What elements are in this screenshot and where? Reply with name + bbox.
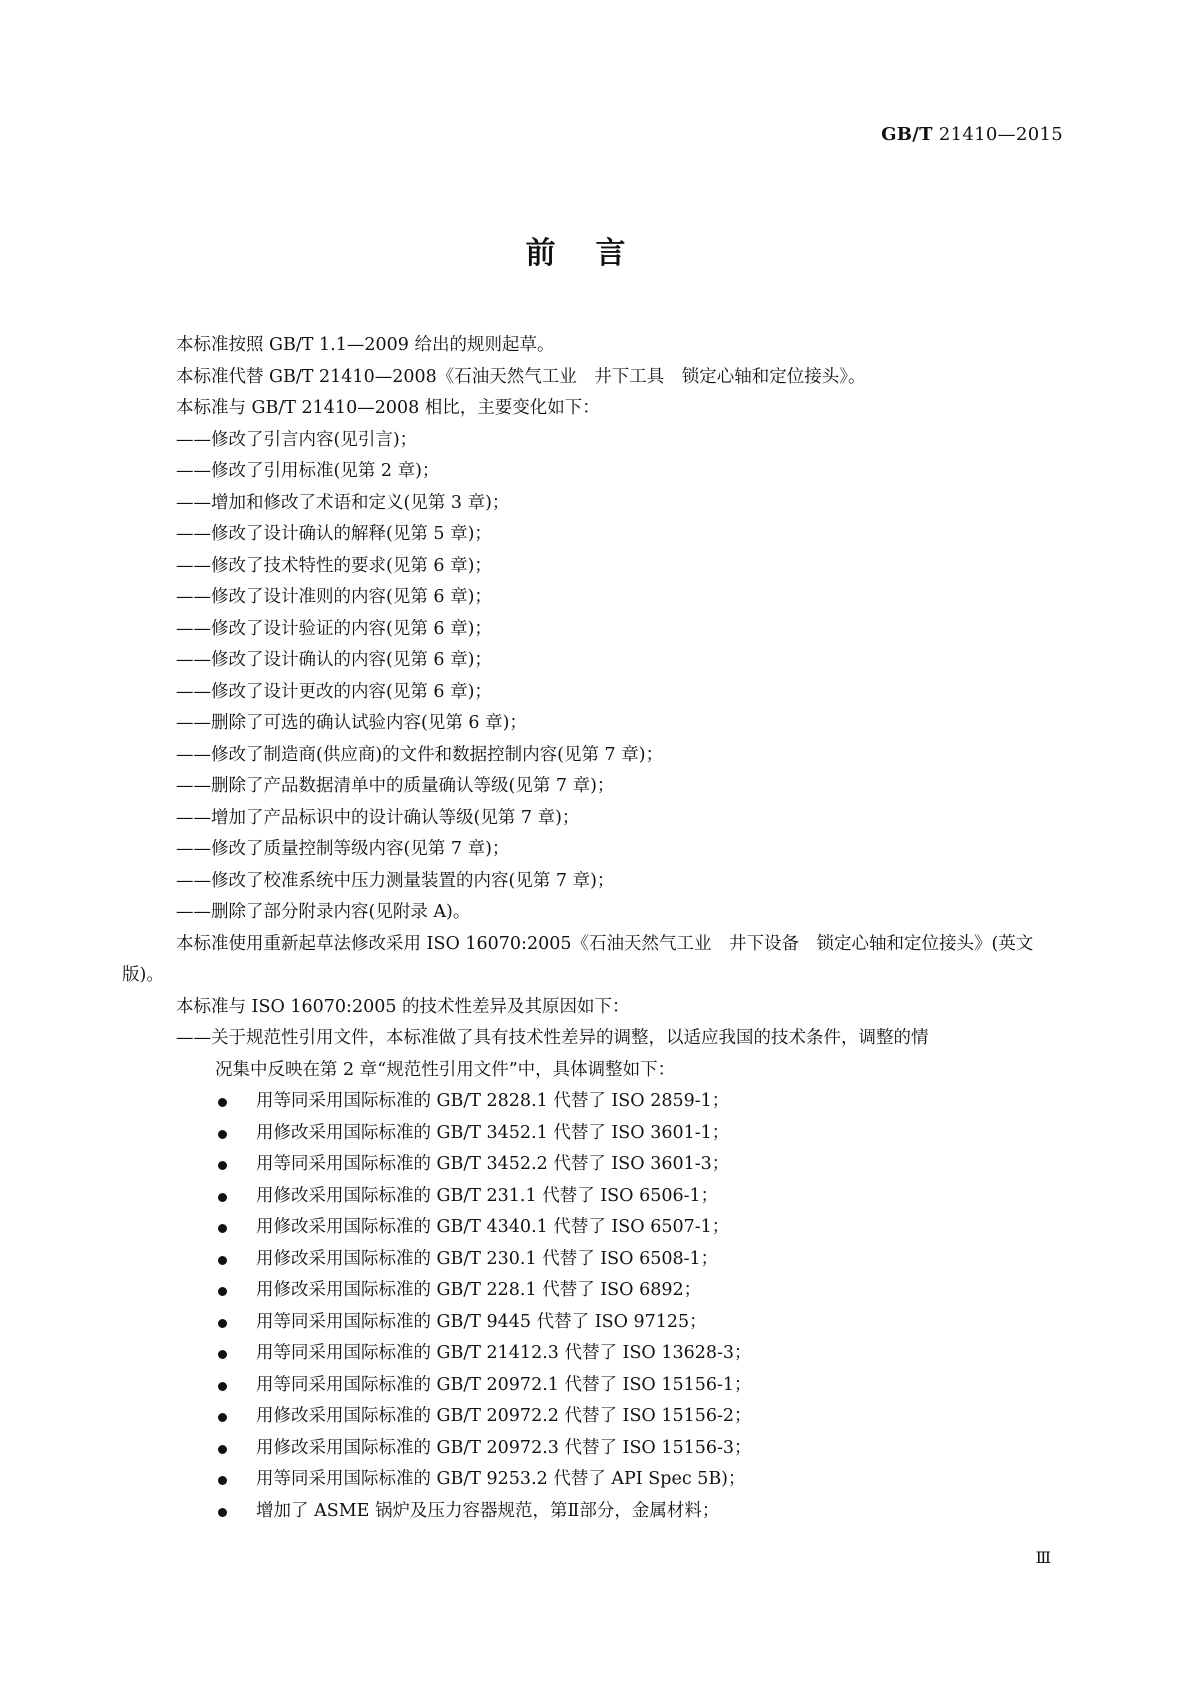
- change-item: ——删除了产品数据清单中的质量确认等级(见第 7 章)；: [176, 776, 615, 796]
- list-item: 用修改采用国际标准的 GB/T 230.1 代替了 ISO 6508-1；: [122, 1244, 1062, 1276]
- difference-item-line2: 况集中反映在第 2 章“规范性引用文件”中，具体调整如下：: [215, 1059, 676, 1080]
- bullet-icon: [218, 1319, 227, 1328]
- bullet-icon: [218, 1130, 227, 1139]
- change-item: ——修改了引用标准(见第 2 章)；: [176, 461, 440, 481]
- list-item: 用修改采用国际标准的 GB/T 231.1 代替了 ISO 6506-1；: [122, 1181, 1062, 1213]
- bullet-icon: [218, 1350, 227, 1359]
- bullet-icon: [218, 1224, 227, 1233]
- change-item: ——删除了可选的确认试验内容(见第 6 章)；: [176, 713, 527, 733]
- bullet-icon: [218, 1413, 227, 1422]
- bullet-icon: [218, 1445, 227, 1454]
- change-item: ——修改了设计确认的解释(见第 5 章)；: [176, 524, 492, 544]
- paragraph-differences-intro: 本标准与 ISO 16070:2005 的技术性差异及其原因如下：: [176, 996, 630, 1017]
- bullet-icon: [218, 1161, 227, 1170]
- page-number: Ⅲ: [1035, 1548, 1051, 1567]
- standard-prefix: GB/T: [881, 124, 933, 145]
- bullet-icon: [218, 1382, 227, 1391]
- change-item: ——增加了产品标识中的设计确认等级(见第 7 章)；: [176, 807, 580, 828]
- list-item: 用修改采用国际标准的 GB/T 4340.1 代替了 ISO 6507-1；: [122, 1212, 1062, 1244]
- difference-item-line1: ——关于规范性引用文件，本标准做了具有技术性差异的调整，以适应我国的技术条件，调整的情: [176, 1028, 929, 1048]
- bullet-icon: [218, 1098, 227, 1107]
- list-item: 用修改采用国际标准的 GB/T 20972.3 代替了 ISO 15156-3；: [122, 1433, 1062, 1465]
- list-item: 增加了 ASME 锅炉及压力容器规范，第Ⅱ部分，金属材料；: [122, 1496, 1062, 1528]
- change-item: ——修改了制造商(供应商)的文件和数据控制内容(见第 7 章)；: [176, 744, 664, 765]
- bullet-icon: [218, 1193, 227, 1202]
- bullet-icon: [218, 1476, 227, 1485]
- change-item: ——修改了技术特性的要求(见第 6 章)；: [176, 555, 492, 576]
- bullet-icon: [218, 1287, 227, 1296]
- list-item: 用等同采用国际标准的 GB/T 9445 代替了 ISO 97125；: [122, 1307, 1062, 1339]
- standard-code: 21410—2015: [938, 124, 1063, 145]
- list-item: 用等同采用国际标准的 GB/T 9253.2 代替了 API Spec 5B)；: [122, 1464, 1062, 1496]
- bullet-icon: [218, 1508, 227, 1517]
- change-item: ——增加和修改了术语和定义(见第 3 章)；: [176, 492, 510, 513]
- list-item: 用修改采用国际标准的 GB/T 20972.2 代替了 ISO 15156-2；: [122, 1401, 1062, 1433]
- paragraph-changes-intro: 本标准与 GB/T 21410—2008 相比，主要变化如下：: [176, 398, 600, 418]
- change-item: ——修改了设计准则的内容(见第 6 章)；: [176, 587, 492, 607]
- change-item: ——修改了校准系统中压力测量装置的内容(见第 7 章)；: [176, 870, 615, 891]
- list-item: 用修改采用国际标准的 GB/T 3452.1 代替了 ISO 3601-1；: [122, 1118, 1062, 1150]
- list-item: 用等同采用国际标准的 GB/T 2828.1 代替了 ISO 2859-1；: [122, 1086, 1062, 1118]
- paragraph-replaces: 本标准代替 GB/T 21410—2008《石油天然气工业 井下工具 锁定心轴和定位接头》。: [176, 366, 866, 387]
- page-title: 前言: [525, 236, 666, 271]
- document-body: [122, 330, 1062, 1527]
- list-item: 用修改采用国际标准的 GB/T 228.1 代替了 ISO 6892；: [122, 1275, 1062, 1307]
- paragraph-adoption: 本标准使用重新起草法修改采用 ISO 16070:2005《石油天然气工业 井下设备 锁定心轴和定位接头》(英文版)。: [122, 933, 1034, 985]
- paragraph-drafting-rules: 本标准按照 GB/T 1.1—2009 给出的规则起草。: [176, 335, 555, 355]
- change-item: ——修改了引言内容(见引言)；: [176, 429, 418, 450]
- bullet-icon: [218, 1256, 227, 1265]
- change-item: ——修改了设计更改的内容(见第 6 章)；: [176, 681, 492, 702]
- change-item: ——修改了质量控制等级内容(见第 7 章)；: [176, 839, 510, 859]
- list-item: 用等同采用国际标准的 GB/T 3452.2 代替了 ISO 3601-3；: [122, 1149, 1062, 1181]
- change-item: ——修改了设计验证的内容(见第 6 章)；: [176, 618, 492, 639]
- change-item: ——删除了部分附录内容(见附录 A)。: [176, 902, 471, 922]
- list-item: 用等同采用国际标准的 GB/T 20972.1 代替了 ISO 15156-1；: [122, 1370, 1062, 1402]
- change-item: ——修改了设计确认的内容(见第 6 章)；: [176, 650, 492, 670]
- standard-number: [881, 124, 1063, 145]
- list-item: 用等同采用国际标准的 GB/T 21412.3 代替了 ISO 13628-3；: [122, 1338, 1062, 1370]
